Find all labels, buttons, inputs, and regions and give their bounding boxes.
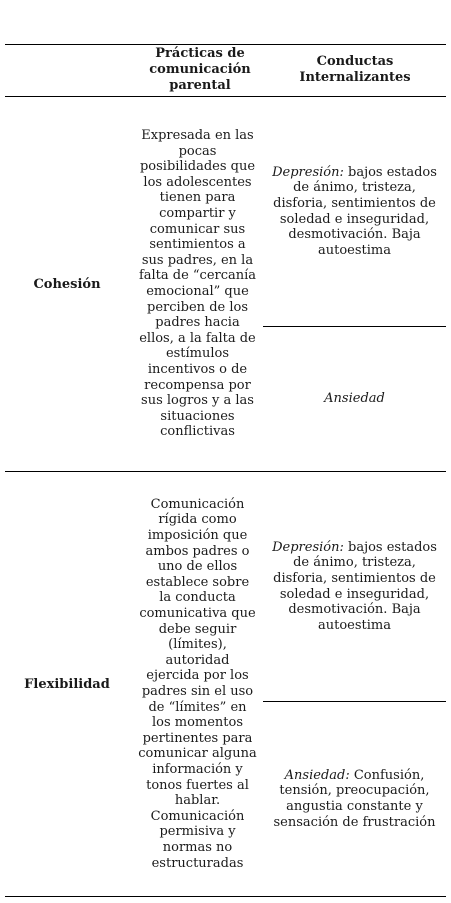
- practice-flexibility: Comunicación rígida como imposición que ambos padres o uno de ellos establece sobre la conducta comunicativa que debe seguir (límites), autoridad ejercida por los padres sin el uso de “límites” en los momentos pertinentes para comunicar alguna información y tonos fuertes al hablar. Comunicación permisiva y normas no estructuradas: [138, 496, 257, 871]
- behavior-desc: bajos estados de ánimo, tristeza, disforia, sentimientos de soledad e inseguridad, desmotivación. Baja autoestima: [273, 164, 437, 258]
- behavior-cohesion-anxiety: [263, 327, 446, 471]
- header-practices: [136, 45, 264, 95]
- behavior-term: Ansiedad: [324, 391, 385, 407]
- behavior-term: Depresión:: [272, 539, 344, 555]
- behavior-cohesion-depression: [263, 97, 446, 326]
- behavior-desc: bajos estados de ánimo, tristeza, disforia, sentimientos de soledad e inseguridad, desmotivación. Baja autoestima: [273, 539, 437, 633]
- behavior-flexibility-anxiety: [263, 702, 446, 896]
- header-behaviors-label: Conductas Internalizantes: [299, 54, 411, 85]
- table-bottom-rule: [5, 896, 446, 897]
- behavior-term: Depresión:: [272, 164, 344, 180]
- practice-cohesion: Expresada en las pocas posibilidades que los adolescentes tienen para compartir y comunicar sus sentimientos a sus padres, en la falta de “cercanía emocional” que perciben de los padres hacia ellos, a la falta de estímulos incentivos o de recompensa por sus logros y a las situaciones conflictivas: [138, 128, 257, 440]
- row-label-cohesion: Cohesión: [33, 276, 101, 292]
- behavior-flexibility-depression: [263, 472, 446, 701]
- header-practices-label: Prácticas de comunicación parental: [149, 46, 251, 93]
- row-label-flexibility: Flexibilidad: [24, 676, 110, 692]
- behavior-desc: Confusión, tensión, preocupación, angustia constante y sensación de frustración: [273, 767, 436, 830]
- behavior-term: Ansiedad:: [284, 767, 350, 783]
- header-behaviors: [268, 45, 442, 95]
